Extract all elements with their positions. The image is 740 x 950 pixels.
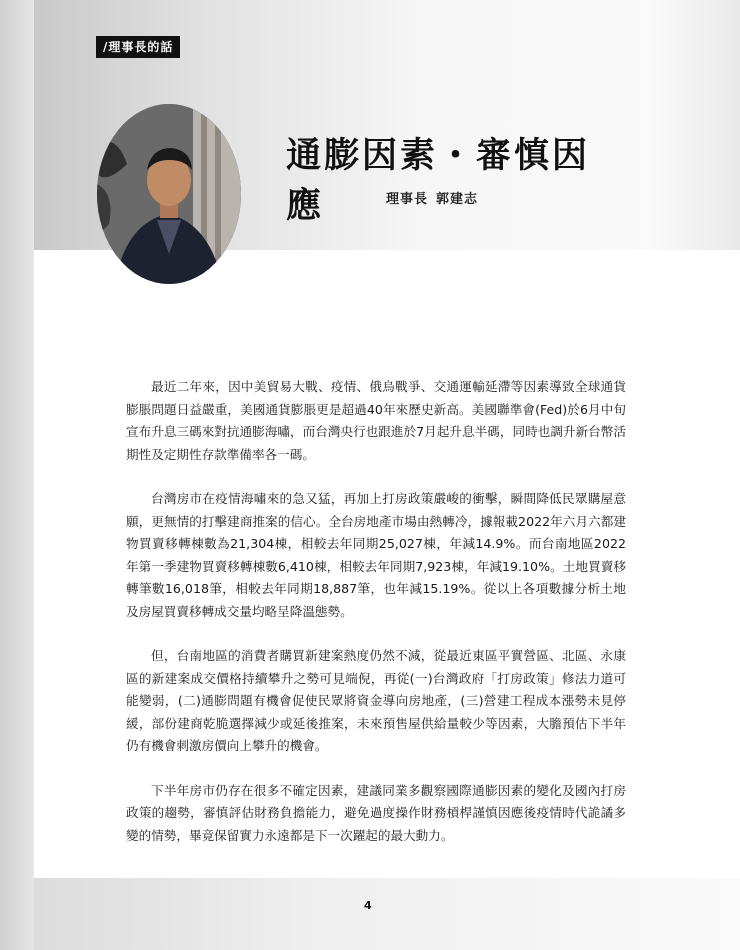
portrait-illustration [97, 104, 241, 284]
section-tag: /理事長的話 [96, 36, 180, 58]
paragraph-4: 下半年房市仍存在很多不確定因素，建議同業多觀察國際通膨因素的變化及國內打房政策的趨勢，審慎評估財務負擔能力，避免過度操作財務槓桿謹慎因應後疫情時代詭譎多變的情勢，畢竟保留實力永遠都是下一次躍起的最大動力。 [126, 782, 626, 843]
author-portrait [97, 104, 241, 284]
author-name: 郭建志 [436, 192, 479, 207]
byline [386, 188, 478, 207]
footer-background [34, 878, 740, 950]
article-body [126, 376, 626, 869]
paragraph-3: 但，台南地區的消費者購買新建案熱度仍然不減，從最近東區平實營區、北區、永康區的新建案成交價格持續攀升之勢可見端倪，再從(一)台灣政府「打房政策」修法力道可能變弱，(二)通膨問題有機會促使民眾將資金導向房地產，(三)營建工程成本漲勢未見停緩，部份建商乾脆選擇減少或延後推案，未來預售屋供給量較少等因素，大膽預估下半年仍有機會刺激房價向上攀升的機會。 [126, 648, 626, 753]
page-edge-gradient [0, 0, 34, 950]
article-title: 通膨因素・審慎因應 [286, 135, 591, 226]
paragraph-2: 台灣房市在疫情海嘯來的急又猛，再加上打房政策嚴峻的衝擊，瞬間降低民眾購屋意願，更無情的打擊建商推案的信心。全台房地產市場由熱轉冷，據報載2022年六月六都建物買賣移轉棟數為21,304棟，相較去年同期25,027棟，年減14.9%。而台南地區2022年第一季建物買賣移轉棟數6,410棟，相較去年同期7,923棟，年減19.10%。土地買賣移轉筆數16,018筆，相較去年同期18,887筆，也年減15.19%。從以上各項數據分析土地及房屋買賣移轉成交量均略呈降溫態勢。 [126, 491, 626, 619]
paragraph-1: 最近二年來，因中美貿易大戰、疫情、俄烏戰爭、交通運輸延滯等因素導致全球通貨膨脹問題日益嚴重，美國通貨膨脹更是超過40年來歷史新高。美國聯準會(Fed)於6月中旬宣布升息三碼來對抗通膨海嘯，而台灣央行也跟進於7月起升息半碼，同時也調升新台幣活期性及定期性存款準備率各一碼。 [126, 379, 626, 462]
author-role: 理事長 [386, 192, 429, 207]
page-number: 4 [364, 899, 372, 912]
